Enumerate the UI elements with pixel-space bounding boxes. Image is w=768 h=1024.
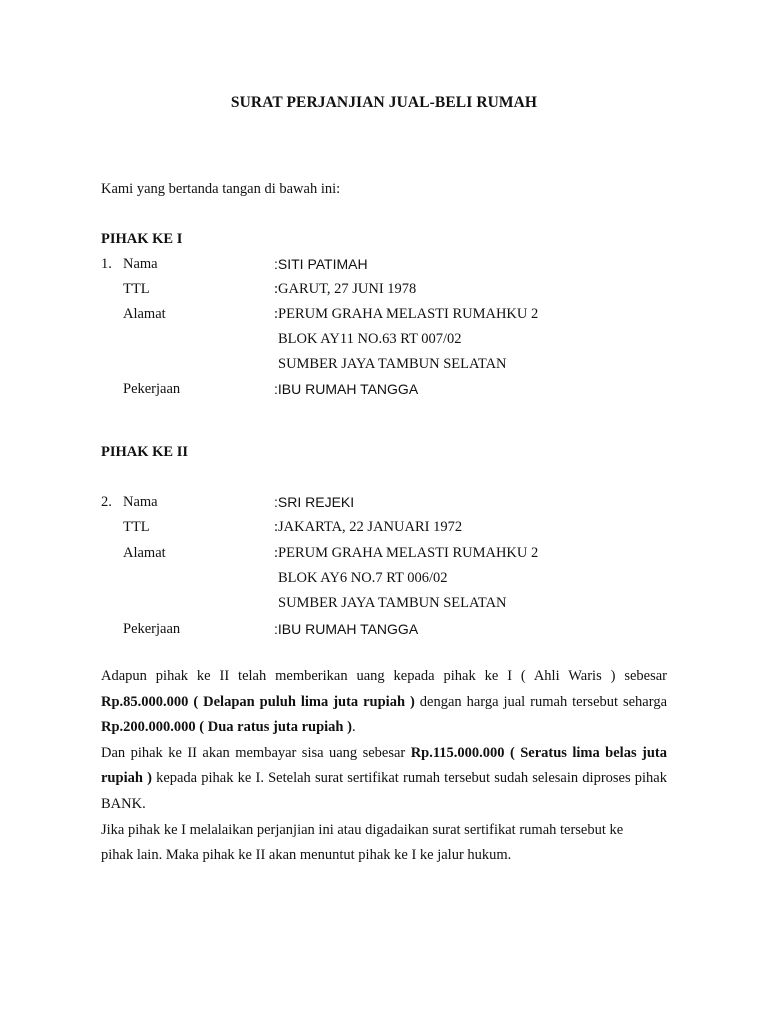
pihak1-value-alamat-1: :PERUM GRAHA MELASTI RUMAHKU 2 bbox=[274, 306, 539, 322]
payment-paragraph bbox=[101, 664, 667, 741]
pihak1-label-nama: Nama bbox=[123, 256, 158, 272]
pihak1-value-ttl: :GARUT, 27 JUNI 1978 bbox=[274, 281, 417, 297]
pihak1-value-pekerjaan: :IBU RUMAH TANGGA bbox=[274, 381, 419, 397]
remaining-text-2: kepada pihak ke I. Setelah surat sertifikat rumah tersebut sudah selesain diproses pihak BANK. bbox=[101, 770, 667, 812]
pihak2-value-alamat-3: SUMBER JAYA TAMBUN SELATAN bbox=[278, 595, 507, 611]
legal-clause-paragraph bbox=[101, 818, 667, 869]
remaining-payment-paragraph bbox=[101, 741, 667, 818]
payment-text-2: dengan harga jual rumah tersebut seharga bbox=[414, 693, 668, 710]
payment-text-1: Adapun pihak ke II telah memberikan uang kepada pihak ke I ( Ahli Waris ) sebesar bbox=[101, 668, 667, 684]
legal-clause-line-1: Jika pihak ke I melalaikan perjanjian ini atau digadaikan surat sertifikat rumah tersebut ke bbox=[101, 821, 624, 838]
pihak1-label-ttl: TTL bbox=[123, 281, 150, 297]
pihak2-heading: PIHAK KE II bbox=[101, 444, 189, 460]
payment-text-3: . bbox=[351, 719, 356, 736]
pihak1-value-alamat-2: BLOK AY11 NO.63 RT 007/02 bbox=[278, 331, 462, 347]
remaining-amount: Rp.115.000.000 ( Seratus lima belas juta rupiah ) bbox=[101, 744, 667, 787]
pihak2-label-pekerjaan: Pekerjaan bbox=[123, 621, 181, 637]
pihak2-value-ttl: :JAKARTA, 22 JANUARI 1972 bbox=[274, 519, 463, 535]
agreement-body bbox=[101, 664, 667, 869]
pihak1-heading: PIHAK KE I bbox=[101, 231, 183, 247]
remaining-text-1: Dan pihak ke II akan membayar sisa uang sebesar bbox=[101, 744, 411, 761]
intro-text: Kami yang bertanda tangan di bawah ini: bbox=[101, 181, 341, 197]
pihak2-number: 2. bbox=[101, 494, 112, 510]
pihak1-value-alamat-3: SUMBER JAYA TAMBUN SELATAN bbox=[278, 356, 507, 372]
pihak1-number: 1. bbox=[101, 256, 112, 272]
pihak2-label-nama: Nama bbox=[123, 494, 158, 510]
pihak2-value-alamat-1: :PERUM GRAHA MELASTI RUMAHKU 2 bbox=[274, 545, 539, 561]
pihak1-label-pekerjaan: Pekerjaan bbox=[123, 381, 181, 397]
document-title: SURAT PERJANJIAN JUAL-BELI RUMAH bbox=[230, 94, 538, 111]
pihak2-label-ttl: TTL bbox=[123, 519, 150, 535]
pihak1-value-nama: :SITI PATIMAH bbox=[274, 256, 368, 272]
pihak1-label-alamat: Alamat bbox=[123, 306, 166, 322]
pihak2-value-nama: :SRI REJEKI bbox=[274, 494, 355, 510]
pihak2-value-alamat-2: BLOK AY6 NO.7 RT 006/02 bbox=[278, 570, 448, 586]
payment-amount-2: Rp.200.000.000 ( Dua ratus juta rupiah ) bbox=[101, 719, 352, 736]
pihak2-value-pekerjaan: :IBU RUMAH TANGGA bbox=[274, 621, 419, 637]
pihak2-label-alamat: Alamat bbox=[123, 545, 166, 561]
payment-amount-1: Rp.85.000.000 ( Delapan puluh lima juta rupiah ) bbox=[101, 693, 415, 710]
legal-clause-line-2: pihak lain. Maka pihak ke II akan menuntut pihak ke I ke jalur hukum. bbox=[101, 847, 512, 864]
